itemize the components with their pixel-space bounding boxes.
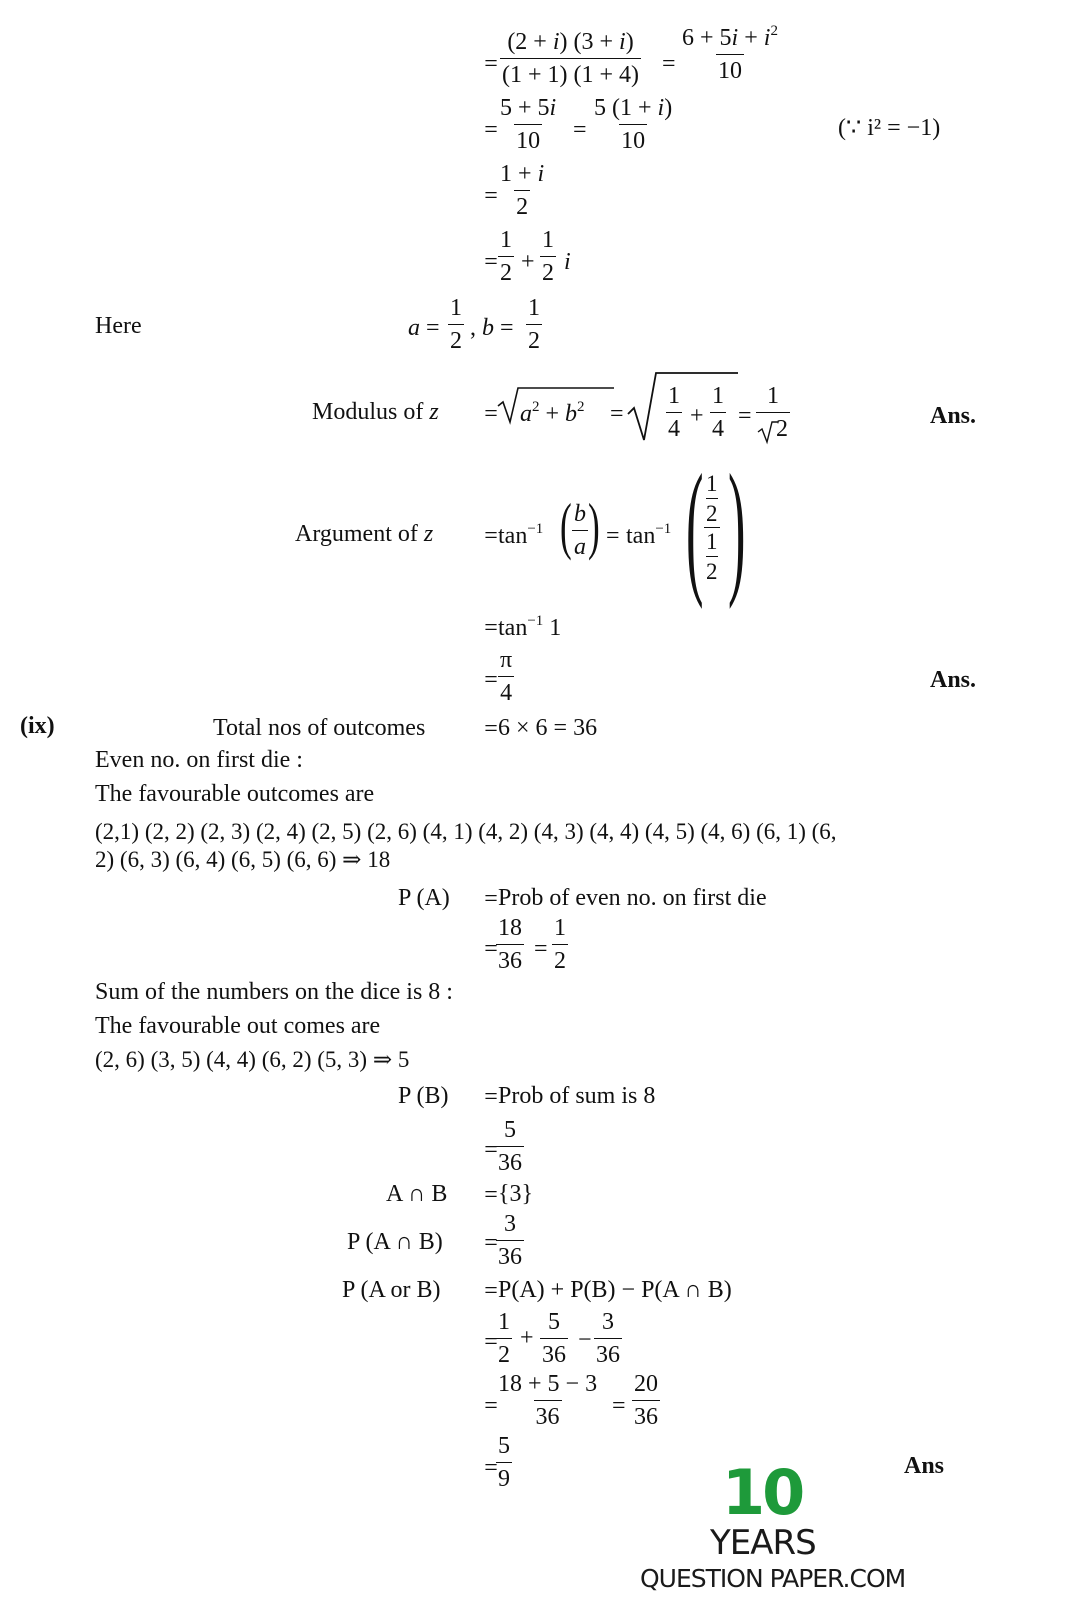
equals-sign: = bbox=[484, 716, 498, 742]
p-a-or-b-value: P(A) + P(B) − P(A ∩ B) bbox=[498, 1277, 732, 1303]
total-outcomes-value: 6 × 6 = 36 bbox=[498, 715, 598, 741]
watermark-logo bbox=[640, 1456, 910, 1593]
logo-years: YEARS bbox=[710, 1523, 816, 1563]
logo-number: 10 bbox=[722, 1456, 803, 1529]
a-intersect-b-value: {3} bbox=[498, 1181, 534, 1207]
equals-sign: = bbox=[484, 401, 498, 427]
fraction: $\frac{5}{9}$ bbox=[498, 1433, 510, 1492]
minus-sign: − bbox=[578, 1327, 592, 1353]
left-paren: ( bbox=[686, 444, 704, 610]
pa-value: Prob of even no. on first die bbox=[498, 885, 767, 911]
fraction: $\frac{1}{4}$ bbox=[668, 383, 680, 442]
sqrt-sign bbox=[758, 418, 778, 444]
arctan-one: $\tan^{-1} 1$ bbox=[498, 613, 562, 641]
z-symbol: z bbox=[429, 399, 439, 425]
radicand: $a^2 + b^2$ bbox=[520, 399, 585, 427]
fraction: $\frac{18}{36}$ bbox=[498, 915, 522, 974]
fraction: $\frac{18 + 5 - 3}{36}$ bbox=[498, 1371, 598, 1430]
equals-sign: = bbox=[484, 1230, 498, 1256]
fraction: $\frac{1}{2}$ bbox=[758, 383, 788, 442]
fraction: $\frac{5 + 5i}{10}$ bbox=[500, 95, 557, 154]
fraction: $\frac{1}{2}$ bbox=[500, 227, 512, 286]
argument-label-text: Argument of bbox=[295, 521, 418, 547]
fraction: $\frac{1}{2}$ bbox=[450, 295, 462, 354]
arctan: $\tan^{-1}$ bbox=[498, 521, 544, 549]
plus-sign: + bbox=[690, 403, 704, 429]
pb-label: P (B) bbox=[398, 1083, 449, 1109]
equals-sign: = bbox=[484, 886, 498, 912]
equals-sign: = bbox=[484, 51, 498, 77]
p-a-intersect-b-label: P (A ∩ B) bbox=[347, 1229, 443, 1255]
equals-sign: = bbox=[534, 936, 548, 962]
equals-sign: = bbox=[484, 117, 498, 143]
fraction: $\frac{5 (1 + i)}{10}$ bbox=[594, 95, 673, 154]
fraction: $\frac{3}{36}$ bbox=[498, 1211, 522, 1270]
fraction: $\frac{1}{4}$ bbox=[712, 383, 724, 442]
arctan: $\tan^{-1}$ bbox=[626, 521, 672, 549]
answer-mark: Ans. bbox=[930, 667, 977, 693]
total-outcomes-label: Total nos of outcomes bbox=[213, 715, 426, 741]
equals-sign: = bbox=[610, 401, 624, 427]
modulus-label-text: Modulus of bbox=[312, 399, 424, 425]
fraction: $\frac{20}{36}$ bbox=[634, 1371, 658, 1430]
answer-mark: Ans bbox=[904, 1453, 945, 1479]
here-label: Here bbox=[95, 313, 142, 339]
answer-mark: Ans. bbox=[930, 403, 977, 429]
fraction: $\frac{1}{2}$ bbox=[542, 227, 554, 286]
compound-fraction: $\frac{\frac{1}{2}}{\frac{1}{2}}$ bbox=[706, 471, 718, 584]
right-paren: ) bbox=[728, 444, 746, 610]
fraction: $\frac{3}{36}$ bbox=[596, 1309, 620, 1368]
modulus-label bbox=[312, 400, 439, 424]
pb-value: Prob of sum is 8 bbox=[498, 1083, 656, 1109]
plus-sign: + bbox=[521, 249, 535, 275]
imaginary-unit: i bbox=[564, 249, 571, 275]
equals-sign: = bbox=[484, 1329, 498, 1355]
right-paren: ) bbox=[588, 490, 600, 561]
pa-label: P (A) bbox=[398, 885, 450, 911]
equals-sign: = bbox=[484, 1393, 498, 1419]
equals-sign: = bbox=[573, 117, 587, 143]
equals-sign: = bbox=[484, 936, 498, 962]
equals-sign: = bbox=[484, 1137, 498, 1163]
left-paren: ( bbox=[560, 490, 572, 561]
argument-label bbox=[295, 522, 433, 546]
equals-sign: = bbox=[484, 615, 498, 641]
equals-sign: = bbox=[484, 523, 498, 549]
p-a-or-b-label: P (A or B) bbox=[342, 1277, 441, 1303]
sum-heading: Sum of the numbers on the dice is 8 : bbox=[95, 979, 453, 1005]
favourable-list-line3: (2, 6) (3, 5) (4, 4) (6, 2) (5, 3) ⇒ 5 bbox=[95, 1047, 410, 1072]
favourable-list-line1: (2,1) (2, 2) (2, 3) (2, 4) (2, 5) (2, 6) (4, 1) (4, 2) (4, 3) (4, 4) (4, 5) (4, 6) (6, 1) (6, bbox=[95, 819, 837, 844]
favourable-heading: The favourable outcomes are bbox=[95, 781, 375, 807]
fraction: $\frac{1}{2}$ bbox=[528, 295, 540, 354]
equals-sign: = bbox=[662, 51, 676, 77]
even-heading: Even no. on first die : bbox=[95, 747, 303, 773]
fraction: $\frac{(2 + i) (3 + i)}{(1 + 1) (1 + 4)}$ bbox=[502, 29, 640, 88]
part-label: (ix) bbox=[20, 713, 55, 739]
z-symbol: z bbox=[423, 521, 434, 547]
fraction: $\frac{6 + 5i + i^2}{10}$ bbox=[682, 23, 778, 84]
logo-site: QUESTION PAPER.COM bbox=[640, 1564, 906, 1593]
favourable-list-line2: 2) (6, 3) (6, 4) (6, 5) (6, 6) ⇒ 18 bbox=[95, 847, 391, 872]
equals-sign: = bbox=[484, 1084, 498, 1110]
variable-a: a = bbox=[408, 315, 440, 341]
fraction: $\frac{5}{36}$ bbox=[498, 1117, 522, 1176]
fraction: $\frac{1}{2}$ bbox=[498, 1309, 510, 1368]
favourable-heading-2: The favourable out comes are bbox=[95, 1013, 381, 1039]
fraction: $\frac{b}{a}$ bbox=[574, 501, 586, 560]
equals-sign: = bbox=[484, 249, 498, 275]
equals-sign: = bbox=[738, 403, 752, 429]
fraction: $\frac{1}{2}$ bbox=[554, 915, 566, 974]
equals-sign: = bbox=[606, 523, 620, 549]
equals-sign: = bbox=[484, 1278, 498, 1304]
variable-b: , b = bbox=[470, 315, 514, 341]
a-intersect-b-label: A ∩ B bbox=[386, 1181, 448, 1207]
fraction: $\frac{\pi}{4}$ bbox=[500, 647, 513, 706]
side-note: (∵ i² = −1) bbox=[838, 115, 941, 141]
equals-sign: = bbox=[612, 1393, 626, 1419]
fraction: $\frac{5}{36}$ bbox=[542, 1309, 566, 1368]
equals-sign: = bbox=[484, 1182, 498, 1208]
plus-sign: + bbox=[520, 1325, 534, 1351]
equals-sign: = bbox=[484, 1455, 498, 1481]
equals-sign: = bbox=[484, 667, 498, 693]
fraction: $\frac{1 + i}{2}$ bbox=[500, 161, 545, 220]
equals-sign: = bbox=[484, 183, 498, 209]
